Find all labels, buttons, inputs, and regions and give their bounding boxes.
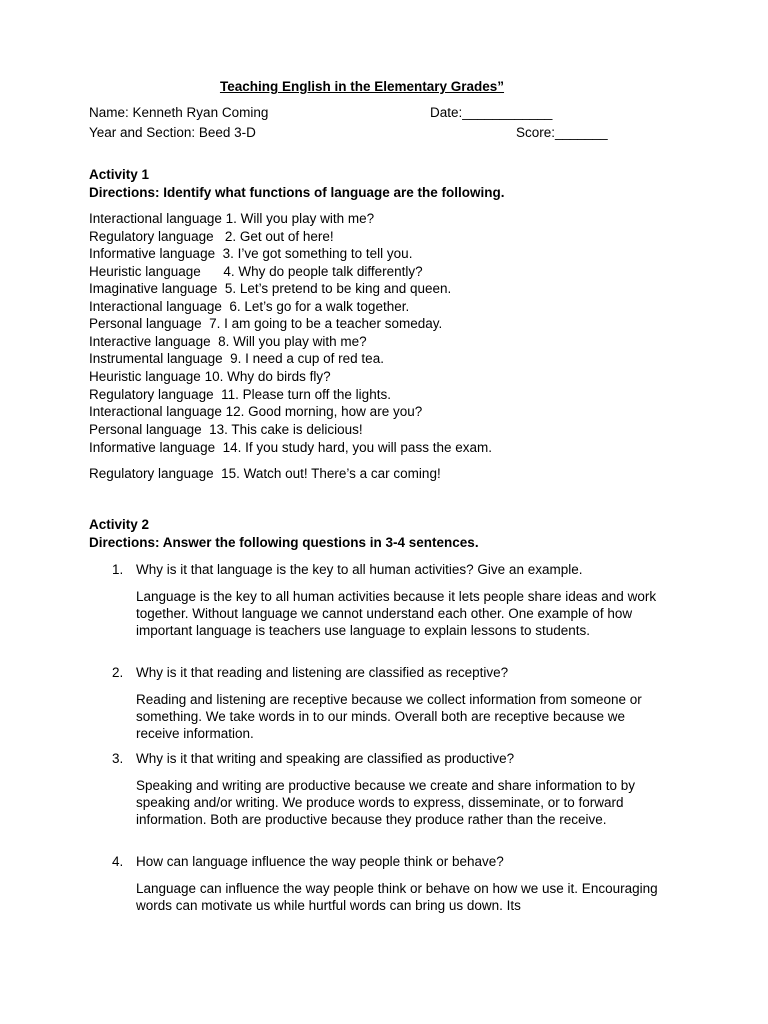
activity1-item-2: Regulatory language 2. Get out of here! (89, 229, 334, 244)
activity2-answer-1: Language is the key to all human activities because it lets people share ideas and work together. Without language we cannot understand each other. One example of how important language is teachers use language to explain lessons to students. (136, 589, 657, 639)
activity1-item-10: Heuristic language 10. Why do birds fly? (89, 369, 331, 384)
activity1-item-4: Heuristic language 4. Why do people talk differently? (89, 264, 423, 279)
activity2-directions: Directions: Answer the following questions in 3-4 sentences. (89, 535, 479, 550)
activity2-answer-2: Reading and listening are receptive because we collect information from someone or something. We take words in to our minds. Overall both are receptive because we receive information. (136, 692, 642, 742)
activity1-heading: Activity 1 (89, 167, 150, 182)
activity1-item-9: Instrumental language 9. I need a cup of red tea. (89, 351, 384, 366)
activity1-item-13: Personal language 13. This cake is delicious! (89, 422, 363, 437)
activity1-item-8: Interactive language 8. Will you play with me? (89, 334, 367, 349)
question-text: Why is it that reading and listening are classified as receptive? (136, 665, 509, 680)
question-text: Why is it that writing and speaking are classified as productive? (136, 751, 515, 766)
activity1-item-5: Imaginative language 5. Let’s pretend to be king and queen. (89, 281, 452, 296)
activity2-answer-4: Language can influence the way people think or behave on how we use it. Encouraging words can motivate us while hurtful words can bring us down. Its (136, 881, 658, 914)
question-text: Why is it that language is the key to all human activities? Give an example. (136, 562, 583, 577)
activity1-item-12: Interactional language 12. Good morning, how are you? (89, 404, 423, 419)
activity1-item-11: Regulatory language 11. Please turn off the lights. (89, 387, 391, 402)
question-number: 3. (112, 751, 124, 766)
question-text: How can language influence the way people think or behave? (136, 854, 504, 869)
date-field: Date:____________ (430, 105, 553, 120)
name-field: Name: Kenneth Ryan Coming (89, 105, 269, 120)
document-title: Teaching English in the Elementary Grades” (219, 79, 505, 94)
question-number: 1. (112, 562, 124, 577)
year-section-field: Year and Section: Beed 3-D (89, 125, 256, 140)
header-row-2 (89, 125, 649, 143)
question-number: 2. (112, 665, 124, 680)
activity1-directions: Directions: Identify what functions of language are the following. (89, 185, 505, 200)
activity1-item-14: Informative language 14. If you study hard, you will pass the exam. (89, 440, 492, 455)
activity1-item-3: Informative language 3. I’ve got something to tell you. (89, 246, 413, 261)
activity1-item-1: Interactional language 1. Will you play with me? (89, 211, 375, 226)
header-row-1 (89, 105, 649, 123)
activity2-question-4 (112, 854, 504, 869)
activity2-question-3 (112, 751, 514, 766)
activity1-item-6: Interactional language 6. Let’s go for a walk together. (89, 299, 410, 314)
activity2-heading: Activity 2 (89, 517, 150, 532)
question-number: 4. (112, 854, 124, 869)
activity2-question-2 (112, 665, 508, 680)
activity1-item-15: Regulatory language 15. Watch out! There’s a car coming! (89, 466, 441, 481)
activity1-item-7: Personal language 7. I am going to be a teacher someday. (89, 316, 443, 331)
activity2-question-1 (112, 562, 582, 577)
score-field: Score:_______ (516, 125, 608, 140)
activity2-answer-3: Speaking and writing are productive because we create and share information to by speaking and/or writing. We produce words to express, disseminate, or to forward information. Both are productive because they produce rather than the receive. (136, 778, 636, 828)
